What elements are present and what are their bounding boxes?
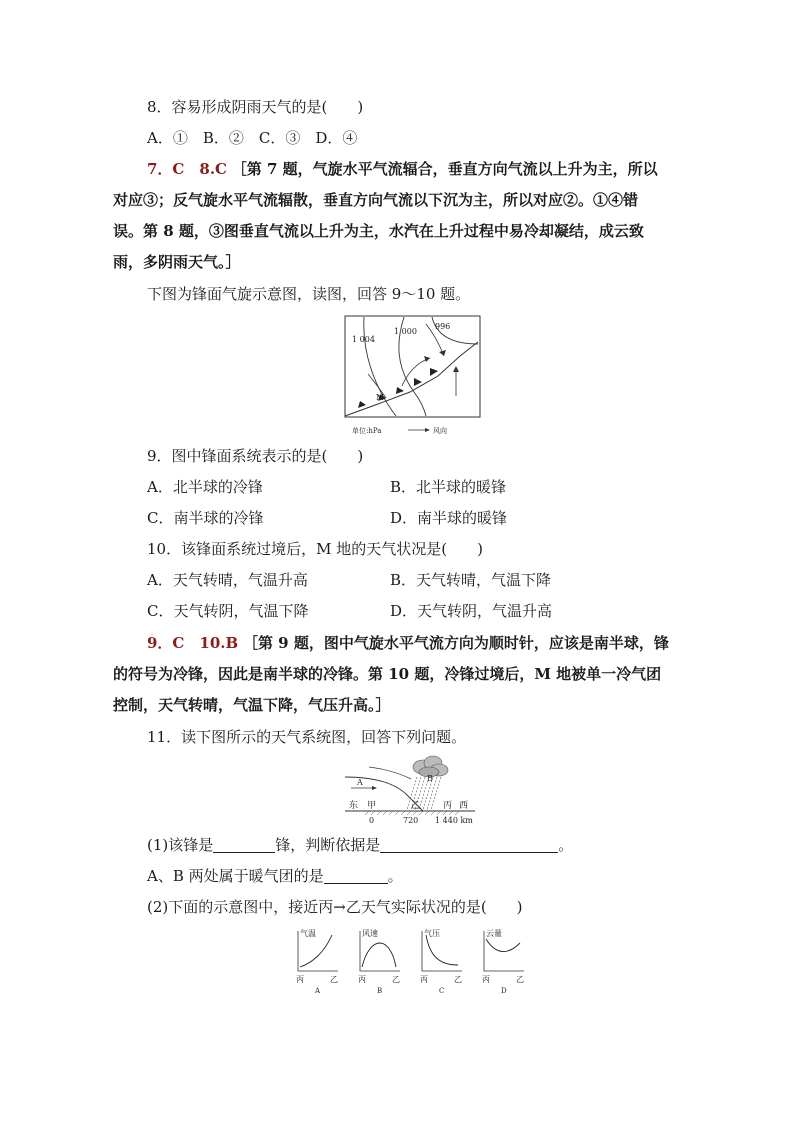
q9-stem: 9．图中锋面系统表示的是( ) — [147, 447, 364, 465]
answer-7-8-line1 — [147, 158, 658, 180]
chart-title: 云量 — [486, 929, 502, 938]
q11-stem: 11．读下图所示的天气系统图，回答下列问题。 — [147, 728, 467, 746]
answer-blank-front-type[interactable] — [213, 836, 275, 853]
q8-stem: 8．容易形成阴雨天气的是( ) — [147, 98, 364, 116]
q10-option-c: C．天气转阴，气温下降 — [147, 602, 309, 620]
q9-option-c: C．南半球的冷锋 — [147, 509, 264, 527]
answer-9-10-line3: 控制，天气转晴，气温下降，气压升高。］ — [113, 696, 391, 714]
q10-option-d: D．天气转阴，气温升高 — [390, 602, 553, 620]
chart-title: 气压 — [424, 929, 440, 938]
answer-key: 7．C 8.C — [147, 160, 227, 178]
label-jia: 甲 — [367, 801, 377, 811]
q11-part1b-end: 。 — [387, 867, 403, 885]
x-label-start: 丙 — [420, 975, 428, 984]
label-a: A — [357, 778, 363, 787]
q10-stem: 10．该锋面系统过境后，M 地的天气状况是( ) — [147, 540, 483, 558]
answer-7-8-line2: 对应③；反气旋水平气流辐散，垂直方向气流以下沉为主，所以对应②。①④错 — [113, 191, 639, 209]
trend-line — [300, 935, 332, 967]
trend-line — [362, 943, 396, 967]
isobar-996-label: 996 — [435, 322, 451, 331]
q9-option-d: D．南半球的暖锋 — [390, 509, 508, 527]
x-label-start: 丙 — [358, 975, 366, 984]
label-yi: 乙 — [411, 801, 421, 811]
point-m-label: M — [376, 393, 385, 402]
answer-7-8-line4: 雨，多阴雨天气。］ — [113, 253, 241, 271]
answer-blank-reason[interactable] — [380, 836, 558, 853]
q11-part1b — [147, 865, 403, 887]
answer-text: ［第 9 题，图中气旋水平气流方向为顺时针，应该是南半球，锋 — [242, 634, 669, 652]
answer-text: ［第 7 题，气旋水平气流辐合，垂直方向气流以上升为主，所以 — [231, 160, 658, 178]
wind-legend-label: 风向 — [433, 427, 447, 435]
chart-title: 气温 — [300, 929, 316, 938]
trend-line — [426, 935, 458, 965]
x-label-end: 乙 — [454, 975, 462, 984]
q11-part1-middle: 锋，判断依据是 — [275, 836, 381, 854]
x-label-start: 丙 — [482, 975, 490, 984]
x-label-end: 乙 — [392, 975, 400, 984]
x-label-end: 乙 — [516, 975, 524, 984]
label-b: B — [427, 774, 433, 783]
answer-key: 9．C 10.B — [147, 634, 239, 652]
x-label-start: 丙 — [296, 975, 304, 984]
q11-part1-prefix: (1)该锋是 — [147, 836, 214, 854]
trend-line — [486, 939, 520, 952]
label-east: 东 — [349, 801, 359, 811]
unit-label: 单位:hPa — [352, 427, 382, 435]
q9-option-b: B．北半球的暖锋 — [390, 478, 507, 496]
isobar-1004-label: 1 004 — [352, 335, 375, 344]
trend-chart-c — [420, 928, 462, 995]
tick-720: 720 — [403, 816, 419, 825]
q11-part1-end: 。 — [558, 836, 574, 854]
isobar-1000-label: 1 000 — [394, 327, 417, 336]
q9-option-a: A．北半球的冷锋 — [147, 478, 263, 496]
trend-chart-b — [358, 928, 400, 995]
q11-part1b-prefix: A、B 两处属于暖气团的是 — [147, 867, 324, 885]
trend-charts-figure — [290, 925, 540, 995]
q10-option-a: A．天气转晴，气温升高 — [147, 571, 308, 589]
chart-letter: A — [315, 987, 321, 995]
answer-9-10-line1 — [147, 632, 669, 654]
tick-1440: 1 440 km — [435, 816, 473, 825]
answer-9-10-line2: 的符号为冷锋，因此是南半球的冷锋。第 10 题，冷锋过境后，M 地被单一冷气团 — [113, 665, 662, 683]
label-west: 西 — [459, 801, 469, 811]
chart-letter: D — [501, 987, 507, 995]
answer-7-8-line3: 误。第 8 题，③图垂直气流以上升为主，水汽在上升过程中易冷却凝结，成云致 — [113, 222, 644, 240]
chart-title: 风速 — [362, 929, 378, 938]
label-bing: 丙 — [443, 801, 453, 811]
tick-0: 0 — [369, 816, 375, 825]
frontal-cyclone-figure — [338, 312, 488, 440]
q11-part1 — [147, 834, 573, 856]
trend-chart-d — [482, 928, 524, 995]
q11-part2: (2)下面的示意图中，接近丙→乙天气实际状况的是( ) — [147, 898, 523, 916]
answer-blank-warm-mass[interactable] — [324, 867, 388, 884]
weather-system-figure — [345, 755, 485, 827]
chart-letter: B — [377, 987, 383, 995]
intro-9-10: 下图为锋面气旋示意图，读图，回答 9～10 题。 — [147, 285, 471, 303]
chart-letter: C — [439, 987, 445, 995]
trend-chart-a — [296, 928, 338, 995]
q10-option-b: B．天气转晴，气温下降 — [390, 571, 552, 589]
q8-options: A．① B．② C．③ D．④ — [147, 129, 358, 147]
x-label-end: 乙 — [330, 975, 338, 984]
